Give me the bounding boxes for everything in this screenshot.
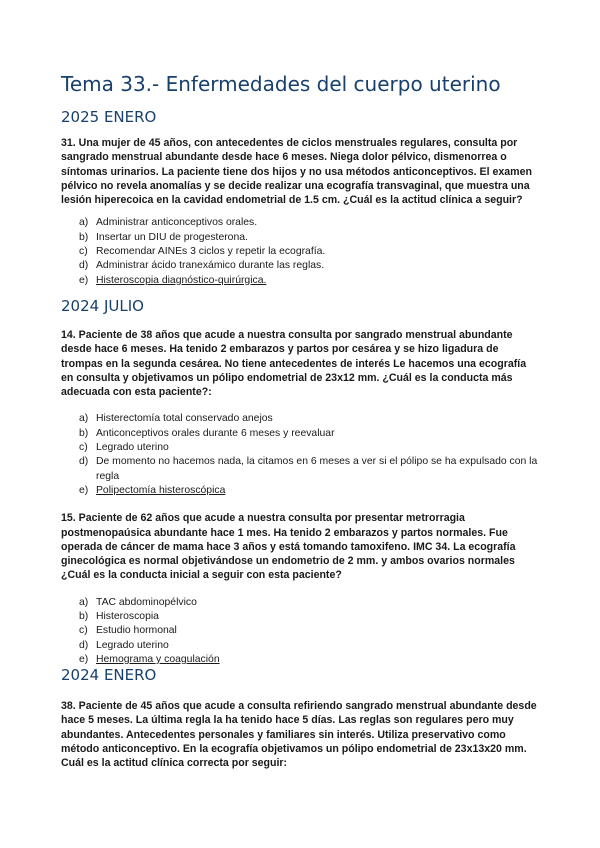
option-b: b) Anticonceptivos orales durante 6 meses y reevaluar <box>79 427 335 439</box>
option-c: c) Recomendar AINEs 3 ciclos y repetir la ecografía. <box>79 246 326 258</box>
page-title: Tema 33.- Enfermedades del cuerpo uterino <box>61 72 501 96</box>
option-d: d) De momento no hacemos nada, la citamos en 6 meses a ver si el pólipo se ha expulsado con la regla <box>79 456 538 482</box>
question-31: 31. Una mujer de 45 años, con antecedentes de ciclos menstruales regulares, consulta por sangrado menstrual abundante desde hace 6 meses. Niega dolor pélvico, dismenorrea o síntomas urinarios. La paciente tiene dos hijos y no usa métodos anticonceptivos. El examen pélvico no revela anomalías y se decide realizar una ecografía transvaginal, que muestra una lesión hiperecoica en la cavidad endometrial de 1.5 cm. ¿Cuál es la actitud clínica a seguir? <box>61 137 532 207</box>
option-d: d) Legrado uterino <box>79 639 169 651</box>
section-2024-julio <box>61 297 540 667</box>
options-list <box>61 596 540 667</box>
question-14: 14. Paciente de 38 años que acude a nuestra consulta por sangrado menstrual abundante desde hace 6 meses. Ha tenido 2 embarazos y partos por cesárea y se hizo ligadura de trompas en la segunda cesárea. No tiene antecedentes de interés Le hacemos una ecografía en consulta y objetivamos un pólipo endometrial de 23x12 mm. ¿Cuál es la conducta más adecuada con esta paciente?: <box>61 329 527 399</box>
option-e-correct: e) Polipectomía histeroscópica <box>79 484 226 496</box>
option-a: a) TAC abdominopélvico <box>79 596 197 608</box>
question-38: 38. Paciente de 45 años que acude a consulta refiriendo sangrado menstrual abundante desde hace 5 meses. La última regla la ha tenido hace 5 días. Las reglas son regulares pero muy abundantes. Antecedentes personales y familiares sin interés. Utiliza preservativo como método anticonceptivo. En la ecografía objetivamos un pólipo endometrial de 23x13x20 mm. Cuál es la actitud clínica correcta por seguir: <box>61 700 537 770</box>
section-heading: 2024 JULIO <box>61 297 144 315</box>
option-a: a) Histerectomía total conservado anejos <box>79 413 273 425</box>
section-2024-enero <box>61 666 540 770</box>
question-15: 15. Paciente de 62 años que acude a nuestra consulta por presentar metrorragia postmenopaúsica abundante hace 1 mes. Ha tenido 2 embarazos y partos normales. Fue operada de cáncer de mama hace 3 años y está tomando tamoxifeno. IMC 34. La ecografía ginecológica es normal objetivándose un endometrio de 2 mm. y ambos ovarios normales ¿Cuál es la conducta inicial a seguir con esta paciente? <box>61 512 516 582</box>
option-b: b) Insertar un DIU de progesterona. <box>79 231 248 243</box>
option-c: c) Legrado uterino <box>79 442 169 454</box>
section-heading: 2024 ENERO <box>61 666 157 684</box>
section-2025-enero <box>61 108 540 288</box>
option-e-correct: e) Hemograma y coagulación <box>79 653 220 665</box>
option-b: b) Histeroscopia <box>79 611 159 623</box>
section-heading: 2025 ENERO <box>61 108 157 126</box>
option-c: c) Estudio hormonal <box>79 625 177 637</box>
options-list <box>61 412 540 498</box>
option-a: a) Administrar anticonceptivos orales. <box>79 217 258 229</box>
option-d: d) Administrar ácido tranexámico durante las reglas. <box>79 260 325 272</box>
options-list <box>61 216 540 287</box>
option-e-correct: e) Histeroscopia diagnóstico-quirúrgica. <box>79 274 267 286</box>
